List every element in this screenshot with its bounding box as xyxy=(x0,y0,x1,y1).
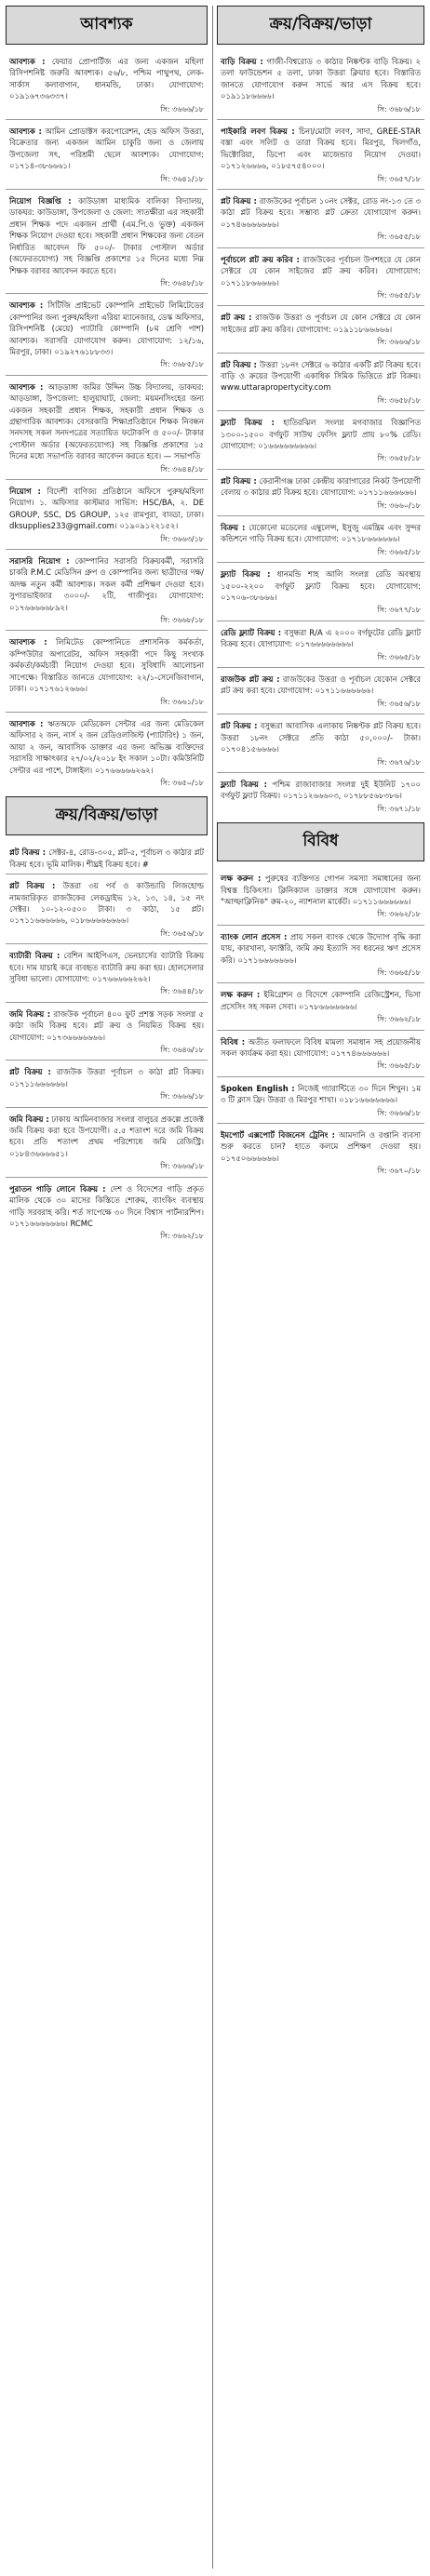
classified-ad xyxy=(6,480,208,550)
ad-heading: আবশ্যক : xyxy=(9,57,46,66)
ad-body: বেশিন আইপিএস, ভেনচার্সের ব্যাটারি বিক্রয় হবে। দাম যাচাই করে ব্যবহৃত ব্যাটারি ক্রয় করা হয়। হোলসেলার সুবিধা ভালো। যোগাযোগ: ০১৭৬৬৬৬৬২৬২। xyxy=(9,951,204,983)
ad-reference-code: সি: ৩৬৫৮/১৮ xyxy=(377,454,421,463)
ad-reference-code: সি: ৩৬৫৬/১৮ xyxy=(377,699,421,708)
classified-ad xyxy=(6,550,208,631)
classified-ad xyxy=(6,1061,208,1107)
ad-heading: পাইকারি লবণ বিক্রয় : xyxy=(221,127,295,137)
ad-heading: নিয়োগ : xyxy=(9,487,41,496)
ad-heading: লক্ষ করুন : xyxy=(221,990,261,1000)
ad-reference-code: সি: ৩৬৪১/১৮ xyxy=(160,174,204,183)
ad-heading: ফ্ল্যাট বিক্রয় : xyxy=(221,779,267,789)
ad-body: দেশ ও বিদেশের গাড়ি প্রকৃত মালিক থেকে ৩০ মাসের কিস্তিতে শোরুম, ব্যাংকিং ব্যবস্থায় গাড়ি সরবরাহ করি। শর্ত সাপেক্ষে ৩০ দিনে বিশ্বাস পার্টনারশিপ। ০১৭১৬৬৬৬৬৬৬। RCMC xyxy=(9,1183,204,1228)
ad-reference-code: সি: ৩৬৭৭/১৮ xyxy=(377,606,421,615)
ad-reference-code: সি: ৩৬৬৫/১৮ xyxy=(377,547,421,556)
ad-heading: জমি বিক্রয় : xyxy=(9,1008,51,1019)
classified-ad xyxy=(217,867,424,926)
ad-heading: আবশ্যক : xyxy=(9,381,44,392)
classified-ad xyxy=(6,294,208,375)
ad-body: লিমিটেড কোম্পানিতে প্রশাসনিক কর্মকর্তা, কম্পিউটার অপারেটর, অফিস সহকারী পদে কিছু সংখ্যক কর্মকর্তা/কর্মচারী নিয়োগ দেওয়া হবে। সুবিধাদি আলোচনা সাপেক্ষে। বিস্তারিত জানতে যোগাযোগ: ২২/১-সেনেজিবাগান, ঢাকা। ০১৭১৭৬১২৬৬৬। xyxy=(9,637,204,694)
ad-reference-code: সি: ৩৬৫৭/১৮ xyxy=(377,174,421,183)
ad-body: পশ্চিম রাজাবাজার সংলগ্ন দুই ইউনিট ১৭০০ বর্গফুট ফ্ল্যাট বিক্রয়। ০১৭১১২৬৬৬০৩, ০১৭৮৮৫৬৮৩৮৬। xyxy=(221,779,421,801)
ad-reference-code: সি: ৩৬৬৬/১৮ xyxy=(160,104,204,113)
ad-body: কেরানীগঞ্জ ঢাকা কেন্দ্রীয় কারাগারের নিকট উপযোগী বেলায় ৩ কাঠার প্লট বিক্রয় হবে। যোগাযোগ: ০১৭১১৬৬৬৬৬৬। xyxy=(221,475,421,498)
ad-reference-code: সি: ৩৬৬২/১৮ xyxy=(377,1015,421,1024)
ad-body: রাজউকের পূর্বাচল উপশহরে যে কোন সেক্টরে যে কোন সাইজের প্লট ক্রয় করিব। যোগাযোগ: ০১৭১১৮৬৬৬৬৬। xyxy=(221,254,422,287)
classified-ad xyxy=(6,50,208,120)
classified-ad xyxy=(217,190,424,248)
ad-body: আড়ডাঙ্গা জমির উদ্দিন উচ্চ বিদ্যালয়, ডাকঘর: আড়ডাঙ্গা, উপজেলা: হালুয়াঘাট, জেলা: ময়মনসিংহের জন্য একজন সহকারী প্রধান শিক্ষক, সহকারী প্রধান শিক্ষক ও গ্রন্থাগারিক আবশ্যক। বেসরকারি শিক্ষাপ্রতিষ্ঠানে শিক্ষক নিবন্ধন সনদসহ সকল সনদপত্রের সত্যায়িত ফটোকপি ও ৫০০/- টাকার পোস্টাল অর্ডার (অফেরতযোগ্য) সহ বিজ্ঞপ্তি প্রকাশের ১৫ দিনের মধ্যে সভাপতি বরাবর আবেদন করতে হবে। — সভাপতি xyxy=(9,381,204,461)
ad-heading: নিয়োগ বিজ্ঞপ্তি : xyxy=(9,196,72,207)
classified-ad xyxy=(217,1031,424,1077)
classified-ad xyxy=(6,631,208,712)
ad-reference-code: সি: ৩৬৬৬/১৮ xyxy=(377,1108,421,1117)
ad-heading: প্লট বিক্রয় : xyxy=(9,1067,51,1077)
ad-body: রাজউক উত্তরা পূর্বাচল ৩ কাঠা প্লট বিক্রয়। ০১৭১১৬৬৬৬৬৬। xyxy=(9,1067,204,1088)
section-header-buy-sell-rent-left: ক্রয়/বিক্রয়/ভাড়া xyxy=(6,796,208,835)
ad-body: সেক্টর-৪, রোড-৩০৫, প্লট-৫, পূর্বাচল ৩ কাঠার প্লট বিক্রয় হবে। ভূমি মালিক। শীঘ্রই বিক্রয় হবে। # xyxy=(9,848,204,869)
column-divider xyxy=(212,6,213,2569)
ad-body: নিজেই গ্যারান্টিতে ৩০ দিনে শিখুন। ১ম ৩ টি ক্লাস ফ্রি। উত্তরা ও মিরপুর শাখা। ০১৮১৬৬৬৬৬৬৬। xyxy=(221,1083,421,1105)
ad-body: বসুন্ধরা আবাসিক এলাকায় নিষ্কণ্টক প্লট বিক্রয় হবে। উত্তরা ১৮নং সেক্টরে প্রতি কাঠা ৫০,০০০/- টাকা। ০১৭০৪১৫৬৬৬৬। xyxy=(221,721,421,754)
classified-ad xyxy=(6,713,208,793)
classified-ad xyxy=(217,411,424,470)
ad-heading: আবশ্যক : xyxy=(9,718,44,728)
ad-body: রাজউক পূর্বাচল ৪০০ ফুট প্রশস্ত সড়ক সংলগ্ন ৫ কাঠা জমি বিক্রয় হবে। প্লট ক্রয় ও নিয়মিত বিক্রয় হয়। যোগাযোগ: ০১৭৩৬৬৬৬৬৬৬। xyxy=(9,1008,204,1042)
classified-ad xyxy=(6,1178,208,1247)
ad-heading: আবশ্যক : xyxy=(9,637,47,647)
ad-reference-code: সি: ৩৬৮৬/১৮ xyxy=(377,104,421,113)
classified-ad xyxy=(6,1108,208,1178)
ad-body: কোম্পানির সরাসরি বিক্রয়কর্মী, সরাসরি চাকরি P.M.C মেডিসিন গ্রুপ ও কোম্পানির জন্য ছাত্রীদের দক্ষ/অদক্ষ নতুন কর্মী আবশ্যক। সকল কর্মী প্রশিক্ষণ দেওয়া হবে। সুপারভাইজার ৩০০০/- ২টি, গাজীপুর। যোগাযোগ: ০১৭৬৬৬৬৬৮৯২। xyxy=(9,556,204,612)
ad-heading: প্লট বিক্রয় : xyxy=(221,475,257,486)
ad-heading: ব্যাটারী বিক্রয় : xyxy=(9,951,60,961)
ad-reference-code: সি: ৩৬৬৫/১৮ xyxy=(377,1061,421,1071)
ad-reference-code: সি: ৩৬৬২/১৮ xyxy=(160,1232,204,1241)
ad-heading: ফ্ল্যাট বিক্রয় : xyxy=(221,418,275,428)
ad-body: ফেয়ার প্রোপার্টিজ এর জন্য একজন মহিলা রিসিপশনিষ্ট জরুরি আবশ্যক। ৫৬/৮, পশ্চিম পাথুপথ, লেক-সার্কাস কলাবাগান, ধানমন্ডি, ঢাকা। যোগাযোগ: ০১৯১৬৭৩৬৩৩৭। xyxy=(9,57,204,101)
right-column xyxy=(217,6,424,1181)
ad-body: রাজউকের পূর্বাচল ১০নং সেক্টর, রোড নং-১৩ তে ৩ কাঠা প্লট বিক্রয় হবে। সম্ভাব্য প্লট ক্রেতা যোগাযোগ করুন। ০১৭৪৬৬৬৬৬৬৬। xyxy=(221,196,421,229)
ad-body: যেকোনো মডেলের এম্বুলেন্স, ইসুজু এমন্ত্রিম এবং সুন্দর কন্ডিশনে গাড়ি বিক্রয় হবে। যোগাযোগ: ০১৭১৮৬৬৬৬৬৬। xyxy=(221,523,421,544)
ad-reference-code: সি: ৩৬৪৮/১৮ xyxy=(160,278,204,287)
ad-reference-code: সি: ৩৬৮৫/১৮ xyxy=(160,360,204,369)
ad-heading: সরাসরি নিয়োগ : xyxy=(9,556,70,567)
ad-reference-code: সি: ৩৬৫৮/১৮ xyxy=(377,395,421,405)
section-header-wanted: আবশ্যক xyxy=(6,6,208,45)
classified-ad xyxy=(6,376,208,480)
ad-reference-code: সি: ৩৬৪৪/১৮ xyxy=(160,464,204,474)
ad-heading: প্লট বিক্রয় : xyxy=(9,848,47,858)
ad-body: সিটিজি প্রাইভেট কোম্পানি প্রাইভেট লিমিটেডের কোম্পানির জন্য পুরুষ/মহিলা এরিয়া ম্যানেজার, ডেস্ক অফিসার, রিসিপশনিষ্ট (মেয়ে) প্যাটারি কোম্পানি (৮ম শ্রেণি পাশ) আবশ্যক। সরাসরি যোগাযোগ করুন। যোগাযোগ: ১২/১৬, মিরপুর, ঢাকা। ০১৯২৭৬১৮৮৩৩। xyxy=(9,300,204,356)
classified-ad xyxy=(6,190,208,294)
ad-heading: পূর্বাচলে প্লট ক্রয় করিব : xyxy=(221,254,300,264)
ad-body: ধানমন্ডি শাহ আলি সংলগ্ন রেডি অবস্থায় ১৫০০-২২০০ বর্গফুট ফ্ল্যাট বিক্রয় হবে। যোগাযোগ: ০১৭০৬-৩৮৬৬৬। xyxy=(221,569,421,603)
ad-heading: ব্যাংক লোন প্রসেস : xyxy=(221,931,288,941)
ad-body: অতীত ফলাফলে বিবিধ মামলা সমাধান সহ প্রয়োজনীয় সকল কার্যক্রম করা হয়। যোগাযোগ: ০১৭৭৪৬৬৬৬৬৬। xyxy=(221,1036,421,1058)
ad-body: কাউডাঙ্গা মাধ্যমিক বালিকা বিদ্যালয়, ডাকঘর: কাউডাঙ্গা, উপজেলা ও জেলা: সাতক্ষীরা এর সহকারী প্রধান শিক্ষক পদে একজন প্রার্থী (এম.পি.ও ভুক্ত) একজন শিক্ষক নিয়োগ দেওয়া হবে। সহকারী প্রধান শিক্ষকের জন্য বেতন নির্ধারিত আবেদন ফি ৫০০/- টাকার পোস্টাল অর্ডার (অফেরতযোগ্য) সহ বিজ্ঞপ্তি প্রকাশের ১৫ দিনের মধ্যে নিম্ন শিক্ষক বরাবর আবেদন করতে হবে। xyxy=(9,196,204,275)
classified-ad xyxy=(6,1003,208,1061)
ad-reference-code: সি: ৩৬৬৩/১৮ xyxy=(160,534,204,543)
buy-sell-ads-list-left xyxy=(6,841,208,1246)
ad-body: আমদানি ও রপ্তানি ব্যবসা শুরু করতে চান? হাতে কলমে প্রশিক্ষণ দেওয়া হয়। ০১৭৫০৬৬৬৬৬৬। xyxy=(221,1130,422,1163)
ad-body: উত্তরা ১৮নং সেক্টরে ৬ কাঠার একটি প্লট বিক্রয় হবে। বাড়ি ও ক্রয়ের উপযোগী একাধিক সিমিক ভিত্তিতে প্লট বিক্রয়। www.uttarapropertycity.com xyxy=(221,359,421,393)
ad-heading: প্লট বিক্রয় : xyxy=(221,196,257,207)
classified-ad xyxy=(217,563,424,621)
ad-reference-code: সি: ৩৬৬২/১৮ xyxy=(377,910,421,919)
wanted-ads-list xyxy=(6,50,208,793)
classified-ad xyxy=(217,983,424,1030)
ad-heading: প্লট ক্রয় : xyxy=(221,313,252,323)
ad-heading: বিক্রয় : xyxy=(221,523,246,532)
ad-heading: প্লট বিক্রয় : xyxy=(9,881,56,891)
ad-body: ইমিগ্রেশন ও বিদেশে কোম্পানি রেজিস্ট্রেশন, ভিসা প্রসেসিং সহ সকল সেবা। ০১৭৮৬৬৬৬৬৬৬। xyxy=(221,990,421,1011)
ad-reference-code: সি: ৩৬৬১/১৮ xyxy=(160,697,204,706)
ad-body: চিনা/মোটা লবণ, সাদা, GREE-STAR বস্তা এবং সলিট ও তারা বিক্রয় হবে। মিরপুর, খিলগাঁও, ভিক্টোরিয়া, ডিপো এবং মাজেন্ডার নিয়োগ দেওয়া। ০১৭১২৬৬৬৬, ০১৮৫৭৫৪০০০। xyxy=(221,127,421,171)
classified-ad xyxy=(6,120,208,190)
ad-body: রাজউক উত্তরা ও পূর্বাচল যে কোন সেক্টরে যে কোন সাইজের প্লট ক্রয় করিব। যোগাযোগ: ০১৯১১৮৬৬৬৬৬। xyxy=(221,313,421,334)
ad-reference-code: সি: ৩৬৫৬/১৮ xyxy=(160,928,204,938)
ad-heading: বিবিধ : xyxy=(221,1036,246,1047)
classified-ad xyxy=(217,306,424,353)
ad-heading: প্লট বিক্রয় : xyxy=(221,359,257,369)
ad-heading: জমি বিক্রয় : xyxy=(9,1114,49,1124)
ad-reference-code: সি: ৩৬৪৬/১৮ xyxy=(160,1046,204,1055)
classified-ad xyxy=(217,773,424,819)
ad-reference-code: সি: ৩৬৬৮/১৮ xyxy=(160,616,204,625)
ad-body: গাজী-বিশ্বরোড ৩ কাঠার নিষ্কণ্টক বাড়ি বিক্রয়। ২ তলা ফাউন্ডেশন ৫ তলা, ঢাকা উত্তরা ক্লিয়ার হবে। বিস্তারিত জানতে যোগাযোগ করুন সার্ভে আর এস বিক্রয় হবে। ০১৯১১৮৬৬৬৬। xyxy=(221,57,422,101)
ad-body: পুরুষের ব্যক্তিগত গোপন সমস্যা সমাধানের জন্য বিশ্বস্ত চিকিৎসা। ক্লিনিক্যাল ডাক্তার সঙ্গে যোগাযোগ করুন। "আল্ফাক্লিনিক" রুম-২০, ন্যাশনাল মার্কেট। ০১৭১১৬৬৬৬৬৬। xyxy=(221,874,421,906)
classified-ad xyxy=(217,1124,424,1181)
ad-heading: আবশ্যক : xyxy=(9,300,44,311)
buy-sell-ads-list-right xyxy=(217,50,424,819)
ad-reference-code: সি: ৩৬৫০/১৮ xyxy=(160,778,204,787)
classified-ad xyxy=(217,1077,424,1124)
ad-reference-code: সি: ৩৬৬৫/১৮ xyxy=(377,968,421,977)
ad-reference-code: সি: ৩৬৬৬/১৮ xyxy=(160,1162,204,1171)
ad-reference-code: সি: ৩৬৭৬/১৮ xyxy=(377,757,421,767)
ad-heading: লক্ষ করুন : xyxy=(221,874,262,884)
classified-ad xyxy=(217,354,424,412)
classified-ad xyxy=(217,516,424,563)
section-header-buy-sell-rent-right: ক্রয়/বিক্রয়/ভাড়া xyxy=(217,6,424,45)
ad-body: হাতিরঝিল সংলগ্ন মগবাজার বিজ্ঞাপিত ১৩০০-১৫০০ বর্গফুট সাউথ ফেসিং ফ্ল্যাট প্রায় ৮০% রেডি। যোগাযোগ: ০১৬৬৬৬৬৬৬৬৬। xyxy=(221,418,422,450)
ad-reference-code: সি: ৩৬৬৫/১৮ xyxy=(377,652,421,661)
ad-body: রাজউকের উত্তরা ও পূর্বাচল যেকোন সেক্টরে প্লট ক্রয় করা হবে। যোগাযোগ: ০১৭১১৬৬৬৬৬৬। xyxy=(221,674,421,696)
ad-reference-code: সি: ৩৬৬৬/১৮ xyxy=(377,338,421,347)
classified-ad xyxy=(217,668,424,714)
classified-ad xyxy=(217,50,424,120)
ad-reference-code: সি: ৩৬৫৫/১৮ xyxy=(377,233,421,242)
ad-body: প্রায় সকল ব্যাংক থেকে উদ্যোগ বৃদ্ধি করা যায়, কারখানা, ফ্যাক্টরি, জমি ক্রয় ইত্যাদি সব ধরনের ঋণ প্রসেস করি। ০১৭১৬৬৬৬৬৬৬। xyxy=(221,931,421,965)
classified-ad xyxy=(217,248,424,307)
classified-ad xyxy=(6,944,208,1003)
classified-ad xyxy=(217,120,424,190)
ad-heading: পুরাতন গাড়ি লোনে বিক্রয় : xyxy=(9,1183,106,1194)
ad-body: ঢাকায় আমিনবাজার সংলগ্ন বালুচর প্রকল্পে প্রজেক্ট জমি বিক্রয় করা হবে উপযোগী। ৫.৫ শতাংশ দরে জমি বিক্রয় হবে। প্রতি শতাংশ প্রথম পরিশোধে জমি রেজিস্ট্রি। ০১৮৪৩৬৬৬৬৫১। xyxy=(9,1114,205,1158)
ad-reference-code: সি: ৩৬৪৪/১৮ xyxy=(160,987,204,996)
ad-heading: ইমপোর্ট এক্সপোর্ট বিজনেস ট্রেনিং : xyxy=(221,1130,335,1141)
classified-ad xyxy=(217,926,424,984)
ad-heading: রেডি ফ্ল্যাট বিক্রয় : xyxy=(221,627,282,637)
ad-reference-code: সি: ৩৬৫৫/১৮ xyxy=(377,290,421,300)
ad-body: আমিন প্রোডাক্টস করপোরেশন, হেড অফিস উত্তরা, বিক্রেতার জন্য একজন আমিন চাকুরি জন্য ও জেলায় উপজেলা সৎ, পরিশ্রমী ছেলে আবশ্যক। যোগাযোগ: ০১৭১৪-৩৮৬৬৬১। xyxy=(9,127,204,171)
classified-ad xyxy=(6,874,208,944)
ad-heading: বাড়ি বিক্রয় : xyxy=(221,57,263,66)
ad-reference-code: সি: ৩৬৬৬/১৮ xyxy=(160,1092,204,1101)
ad-reference-code: সি: ৩৬৭১/১৮ xyxy=(377,804,421,813)
classified-ad xyxy=(217,470,424,516)
ad-body: ঋতঅফে মেডিকেল সেন্টার এর জন্য মেডিকেল অফিসার ২ জন, নার্স ২ জন রেডিওলজিস্ট (প্যাটারিং) ১ জন, আয়া ২ জন, আবাসিক ডাক্তার এর জন্য অভিজ্ঞ ব্যক্তিদের সরাসরি সাক্ষাৎকার ২৭/০২/২০১৮ ইং সকাল ১০টা। কমিউনিটি সেন্টার এর পাশে, টাঙ্গাইল। ০১৭৬৬৬৬৬২৬২। xyxy=(9,718,204,775)
ad-heading: Spoken English : xyxy=(221,1083,295,1093)
ad-reference-code: সি: ৩৬৬০/১৮ xyxy=(377,501,421,510)
ad-body: বিদেশী বাণিজ্য প্রতিষ্ঠানে অফিসে পুরুষ/মহিলা নিয়োগ। ১. অফিসার কাস্টমার সার্ভিস: HSC/BA, ২. DE GROUP, SSC, DS GROUP, ১২৫ রামপুরা, বাড্ডা, ঢাকা। dksupplies233@gmail.com। ০১৯০৯১২২১৫২। xyxy=(9,487,204,531)
ad-reference-code: সি: ৩৬৭০/১৮ xyxy=(377,1167,421,1176)
ad-heading: রাজউক প্লট ক্রয় : xyxy=(221,674,280,685)
ad-body: বসুন্ধরা R/A এ ২০০০ বর্গফুটের রেডি ফ্ল্যাট বিক্রয় হবে। যোগাযোগ: ০১৭৬৬৬৬৬৬৬৬। xyxy=(221,627,421,649)
classified-ad xyxy=(217,714,424,773)
classified-ad xyxy=(217,621,424,668)
ad-heading: ফ্ল্যাট বিক্রয় : xyxy=(221,569,271,580)
classified-ad xyxy=(6,841,208,874)
misc-ads-list xyxy=(217,867,424,1181)
ad-heading: আবশ্যক : xyxy=(9,127,42,137)
ad-body: উত্তরা ৩য় পর্ব ও কাউন্ডারি লিজহোল্ড নামজারিকৃত রাজউকের লেকড্রাইভ ১২, ১৩, ১৪, ১৫ নং সেক্টর। ১০-১২-০৫০০ টাকা। ৩ কাঠা, ১৫ প্লট। ০১৭১১৬৬৬৬৬৬, ০১৮৬৬৬৬৬৬৬৬। xyxy=(9,881,204,926)
left-column xyxy=(6,6,208,1247)
ad-heading: প্লট বিক্রয় : xyxy=(221,721,258,731)
section-header-misc: বিবিধ xyxy=(217,822,424,861)
